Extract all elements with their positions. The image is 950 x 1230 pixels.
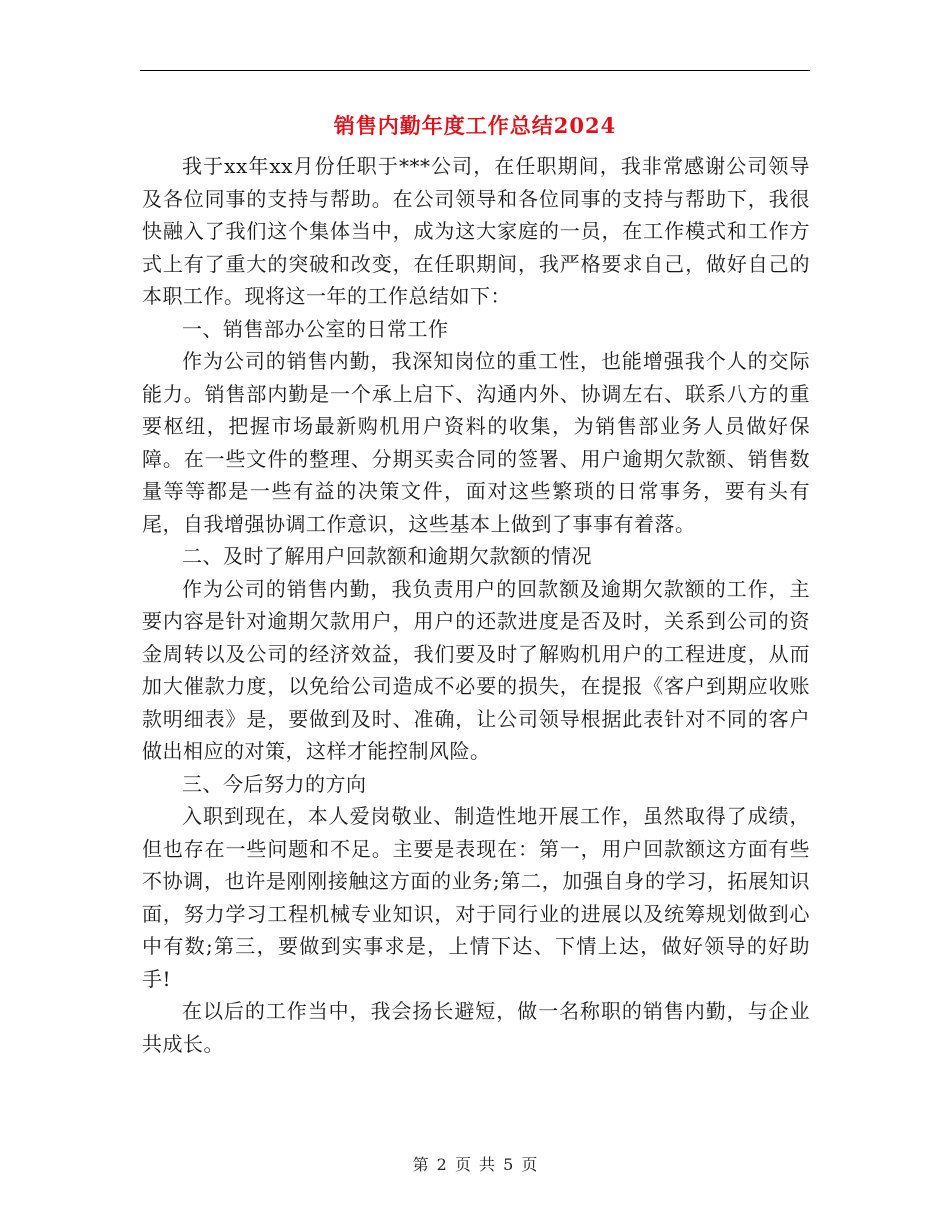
paragraph-intro: 我于xx年xx月份任职于***公司，在任职期间，我非常感谢公司领导及各位同事的支持与帮助。在公司领导和各位同事的支持与帮助下，我很快融入了我们这个集体当中，成为这大家庭的一员，在工作模式和工作方式上有了重大的突破和改变，在任职期间，我严格要求自己，做好自己的本职工作。现将这一年的工作总结如下： xyxy=(142,154,810,308)
section-heading-2: 二、及时了解用户回款额和逾期欠款额的情况 xyxy=(182,544,592,568)
document-title: 销售内勤年度工作总结2024 xyxy=(333,113,617,138)
section-heading-3: 三、今后努力的方向 xyxy=(182,771,367,796)
paragraph-closing: 在以后的工作当中，我会扬长避短，做一名称职的销售内勤，与企业共成长。 xyxy=(142,999,810,1056)
paragraph-section-3: 入职到现在，本人爱岗敬业、制造性地开展工作，虽然取得了成绩，但也存在一些问题和不足。主要是表现在：第一，用户回款额这方面有些不协调，也许是刚刚接触这方面的业务;第二，加强自身的学习，拓展知识面，努力学习工程机械专业知识，对于同行业的进展以及统筹规划做到心中有数;第三，要做到实事求是，上情下达、下情上达，做好领导的好助手! xyxy=(142,804,810,991)
header-rule xyxy=(140,70,810,71)
paragraph-section-2: 作为公司的销售内勤，我负责用户的回款额及逾期欠款额的工作，主要内容是针对逾期欠款用户，用户的还款进度是否及时，关系到公司的资金周转以及公司的经济效益，我们要及时了解购机用户的工程进度，从而加大催款力度，以免给公司造成不必要的损失，在提报《客户到期应收账款明细表》是，要做到及时、准确，让公司领导根据此表针对不同的客户做出相应的对策，这样才能控制风险。 xyxy=(142,576,810,763)
paragraph-section-1: 作为公司的销售内勤，我深知岗位的重工性，也能增强我个人的交际能力。销售部内勤是一个承上启下、沟通内外、协调左右、联系八方的重要枢纽，把握市场最新购机用户资料的收集，为销售部业务人员做好保障。在一些文件的整理、分期买卖合同的签署、用户逾期欠款额、销售数量等等都是一些有益的决策文件，面对这些繁琐的日常事务，要有头有尾，自我增强协调工作意识，这些基本上做到了事事有着落。 xyxy=(142,349,810,536)
document-body xyxy=(142,150,810,1060)
page-number: 第 2 页 共 5 页 xyxy=(412,1155,538,1174)
section-heading-1: 一、销售部办公室的日常工作 xyxy=(182,316,449,341)
